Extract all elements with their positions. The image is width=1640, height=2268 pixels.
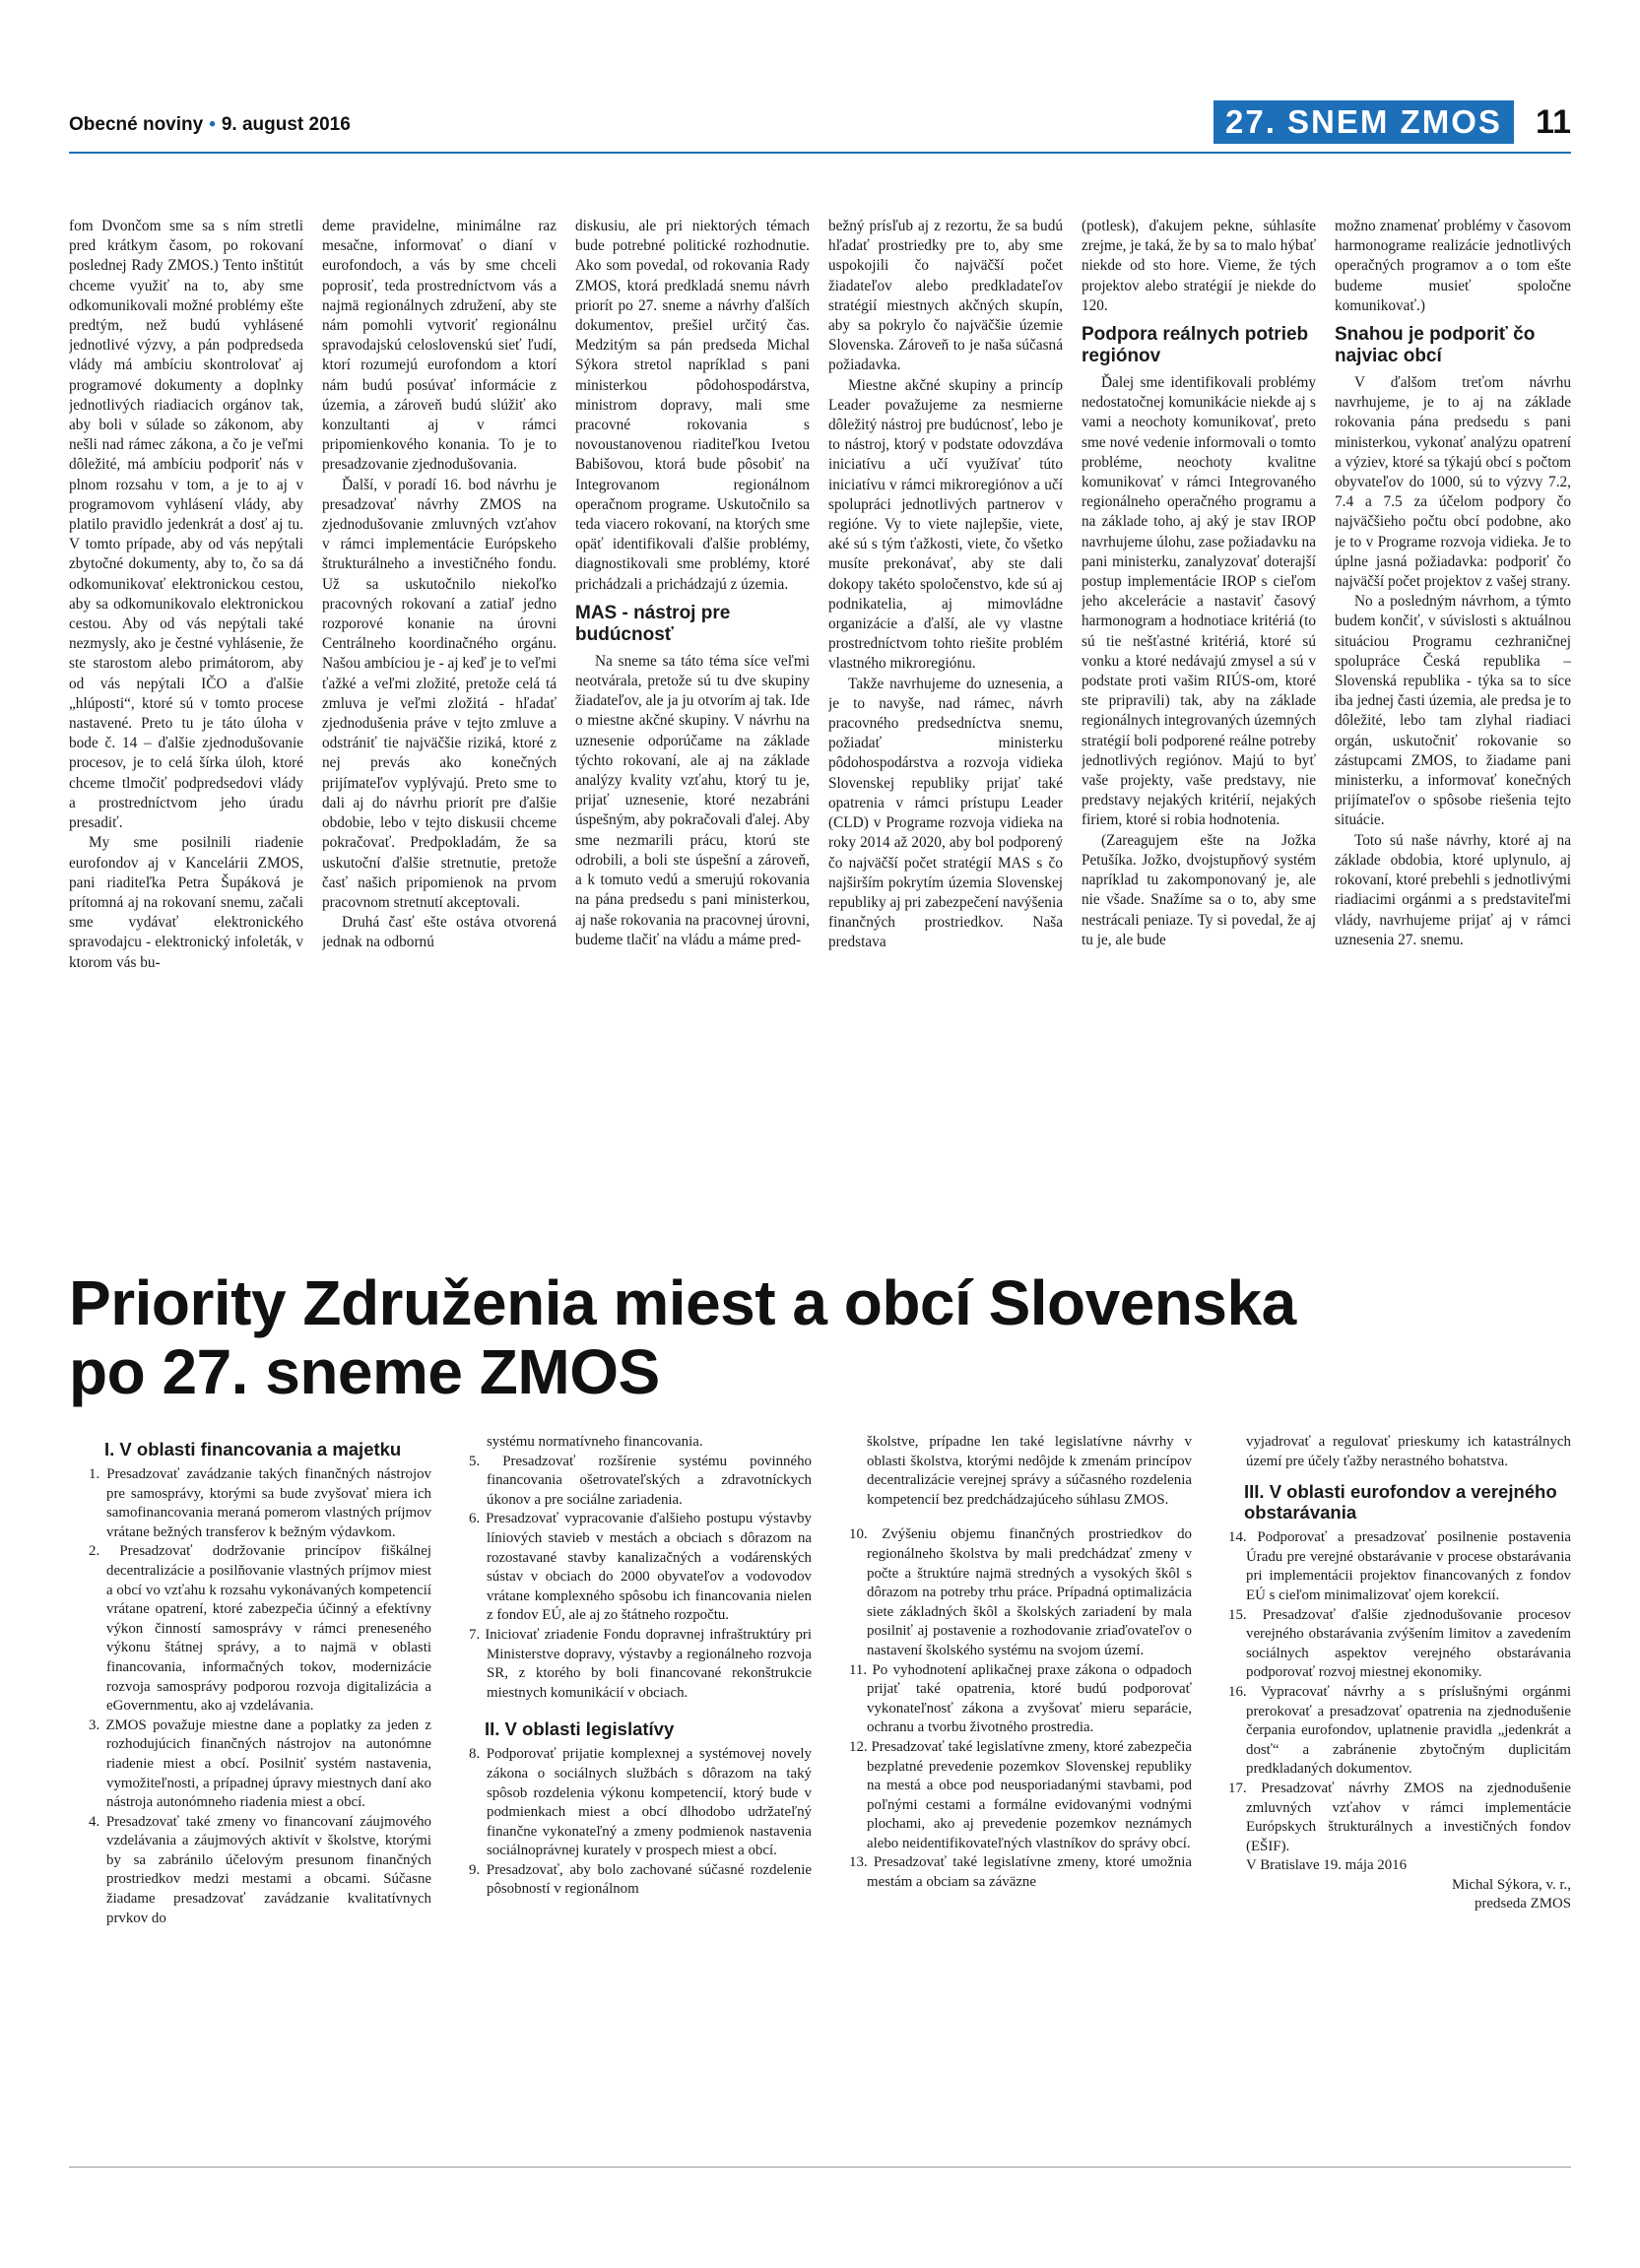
priority-item: 1. Presadzovať zavádzanie takých finančných nástrojov pre samosprávy, ktorými sa bude zvyšovať miera ich samofinancovania meraná pomerom vlastných príjmov vrátane bežných transferov k bežným výdavkom. — [89, 1466, 431, 1540]
paragraph: fom Dvončom sme sa s ním stretli pred krátkym časom, po rokovaní poslednej Rady ZMOS.) Tento inštitút chceme využiť na to, aby sme odkomunikovali možné problémy ešte predtým, než budú vyhlásené jednotlivé výzvy, a pán podpredseda vlády má ambíciu skontrolovať aj programové dokumenty a doplnky jednotlivých riadiacich orgánov tak, aby boli v súlade so zákonom, aby nešli nad rámec zákona, a čo je veľmi dôležité, má ambíciu podporiť nás v plnom rozsahu v tom, a je to aj v programovom vyhlásení vlády, aby platilo pravidlo jedenkrát a dosť aj tu. V tomto prípade, aby od vás nepýtali zbytočné dokumenty, aby to, čo sa dá odkomunikovať elektronickou cestou, aby sa odkomunikovalo elektronickou cestou. Aby od vás nepýtali také nezmysly, ako je čestné vyhlásenie, že ste starostom alebo primátorom, aby od vás nepýtali IČO a ďalšie „hlúposti“, ktoré sú v tomto procese nastavené. Preto tu je táto úloha v bode č. 14 – ďalšie zjednodušovanie procesov, je to celá šírka úloh, ktoré chceme tlmočiť podpredsedovi vlády a prostredníctvom jeho úradu presadiť. — [69, 218, 303, 832]
paragraph: No a posledným návrhom, a týmto budem končiť, v súvislosti s aktuálnou situáciou Programu cezhraničnej spolupráce Česká republika – Slovenská republika - týka sa to síce iba jednej časti územia, ale predsa je to dôležité, lebo tam zlyhal riadiaci orgán, uskutočniť rokovanie so zástupcami ZMOS, to žiadame pani ministerku, a informovať konečných prijímateľov o spôsobe riešenia tejto situácie. — [1335, 593, 1571, 829]
priorities-list — [69, 1433, 1571, 2171]
page-header — [69, 100, 1571, 146]
paragraph: Takže navrhujeme do uznesenia, a je to navyše, nad rámec, návrh pracovného predsedníctva snemu, požiadať ministerku pôdohospodárstva a rozvoja vidieka Slovenskej republiky prijať také opatrenia v rámci prístupu Leader (CLD) v Programe rozvoja vidieka na roky 2014 až 2020, aby bol podporený čo najväčší počet stratégií MAS s čo najširším pokrytím územia Slovenskej republiky aj pri zabezpečení navýšenia finančných prostriedkov. Naša predstava — [828, 675, 1063, 951]
paragraph: Toto sú naše návrhy, ktoré aj na základe obdobia, ktoré uplynulo, aj rokovaní, ktoré prebehli s jednotlivými riadiacimi orgánmi a s predstaviteľmi vlády, navrhujeme prijať aj v rámci uznesenia 27. snemu. — [1335, 831, 1571, 948]
paragraph: V ďalšom treťom návrhu navrhujeme, je to aj na základe rokovania pána predsedu s pani ministerkou, vykonať analýzu opatrení a výziev, ktoré sa týkajú obcí s počtom obyvateľov do 1000, sú to výzvy 7.2, 7.4 a 7.5 za účelom podpory čo najväčšieho počtu obcí podobne, ako je to v Programe rozvoja vidieka. Je to úplne jasná požiadavka: podporiť čo najväčší počet projektov z vašej strany. — [1335, 374, 1571, 591]
article-column-2 — [322, 217, 557, 1249]
separator-dot: • — [209, 114, 216, 135]
priority-item: 7. Iniciovať zriadenie Fondu dopravnej infraštruktúry pri Ministerstve dopravy, výstavby a regionálneho rozvoja SR, z ktorého by boli financované rekonštrukcie miestnych komunikácií v obciach. — [469, 1626, 812, 1701]
article-column-4 — [828, 217, 1063, 1249]
priorities-column-3 — [829, 1433, 1192, 2171]
signature-name: Michal Sýkora, v. r., — [1451, 1876, 1571, 1893]
paragraph: (Zareagujem ešte na Jožka Petušíka. Jožko, dvojstupňový systém napríklad tu zakomponovaný je, ale nie všade. Snažíme sa o to, aby sme nestrácali peniaze. Ty si povedal, že aj tu je, ale bude — [1082, 831, 1316, 948]
priorities-column-1 — [69, 1433, 431, 2171]
priority-item: 3. ZMOS považuje miestne dane a poplatky za jeden z rozhodujúcich finančných nástrojov na autonómne riadenie miest a obcí. Posilniť systém nastavenia, vymožiteľnosti, a prípadnej úpravy miestnych daní ako nástroja autonómneho riadenia miest a obcí. — [89, 1717, 431, 1811]
speech-article — [69, 217, 1571, 1249]
header-rule — [69, 152, 1571, 154]
priorities-column-4 — [1209, 1433, 1571, 2171]
subheading: MAS - nástroj pre budúcnosť — [575, 602, 731, 645]
article-column-3 — [575, 217, 810, 1249]
priority-item: 4. Presadzovať také zmeny vo financovaní záujmového vzdelávania a záujmových aktivít v školstve, ktorými by sa zabránilo účelovým presunom finančných prostriedkov medzi mestami a obcami. Súčasne žiadame presadzovať zavádzanie kvalitatívnych prvkov do — [89, 1813, 431, 1926]
priority-item: 14. Podporovať a presadzovať posilnenie postavenia Úradu pre verejné obstarávanie v procese obstarávania pri implementácii projektov financovaných z fondov EÚ s cieľom minimalizovať ojem korekcií. — [1228, 1529, 1571, 1603]
paragraph: Druhá časť ešte ostáva otvorená jednak na odbornú — [322, 914, 557, 951]
headline-line-1: Priority Združenia miest a obcí Slovenska — [69, 1267, 1296, 1338]
article-column-1 — [69, 217, 303, 1249]
subheading: Podpora reálnych potrieb regiónov — [1082, 324, 1309, 367]
paragraph: Ďalší, v poradí 16. bod návrhu je presadzovať návrhy ZMOS na zjednodušovanie zmluvných vzťahov v rámci implementácie Európskeho štrukturálneho a investičného fondu. Už sa uskutočnilo niekoľko pracovných rokovaní a zatiaľ jedno rozporové konanie na úrovni Centrálneho koordinačného orgánu. Našou ambíciou je - aj keď je to veľmi ťažké a veľmi zložité, pretože celá tá zmluva je veľmi zložitá - hľadať zjednodušenia práve v tejto zmluve a odstrániť tie najväčšie riziká, ktoré z nej prevás ako konečných prijímateľov vyplývajú. Preto sme to dali aj do návrhu priorít pre ďalšie obdobie, lebo v tejto diskusii chceme pokračovať. Predpokladám, že sa uskutoční ďalšie stretnutie, pretože časť našich pripomienok na prvom pracovnom stretnutí akceptovali. — [322, 476, 557, 911]
paragraph: My sme posilnili riadenie eurofondov aj v Kancelárii ZMOS, pani riaditeľka Petra Šupáková je prítomná aj na rokovaní snemu, začali sme vydávať elektronického spravodajcu - elektronický infoleták, v ktorom vás bu- — [69, 834, 303, 971]
signature-role: predseda ZMOS — [1474, 1896, 1571, 1912]
priority-item-continued: vyjadrovať a regulovať prieskumy ich katastrálnych území pre účely ťažby nerastného bohatstva. — [1246, 1434, 1571, 1469]
subheading: Snahou je podporiť čo najviac obcí — [1335, 324, 1536, 367]
paragraph: diskusiu, ale pri niektorých témach bude potrebné politické rozhodnutie. Ako som povedal, od rokovania Rady ZMOS, ktorá predkladá snemu návrh priorít po 27. sneme a návrhy ďalších dokumentov, prešiel určitý čas. Medzitým sa pán predseda Michal Sýkora stretol napríklad s pani ministerkou pôdohospodárstva, ministrom dopravy, mali sme pracovné rokovania s novoustanovenou riaditeľkou Ivetou Babišovou, ktorá bude pôsobiť na Integrovanom regionálnom operačnom programe. Uskutočnilo sa teda viacero rokovaní, na ktorých sme opäť identifikovali ďalšie problémy, diagnostikovali sme problémy, ktoré prichádzali a prichádzajú z územia. — [575, 218, 810, 593]
place-date: V Bratislave 19. mája 2016 — [1246, 1857, 1408, 1874]
main-headline — [69, 1268, 1571, 1406]
paragraph: Ďalej sme identifikovali problémy nedostatočnej komunikácie niekde aj s vami a neochoty komunikovať, preto sme nové vedenie informovali o tomto probléme, neochoty kvalitne komunikovať v rámci Integrovaného regionálneho operačného programu a na základe toho, aj aký je stav IROP navrhujeme úlohu, zase požiadavku na pani ministerku, zanalyzovať doterajší postup implementácie IROP s cieľom jeho akcelerácie a nastaviť časový harmonogram a hodnotiace kritériá (to sú tie nešťastné kritériá, ktoré sú vonku a ktoré nedávajú zmysel a sú v podstate proti vašim RIÚS-om, ktoré ste pripravili) tak, aby na základe regionálnych integrovaných územných stratégií boli podporené reálne potreby jednotlivých regiónov. Majú to byť vaše projekty, vaše predstavy, nie predstavy nejakých kritérií, nejakých firiem, ktoré si robia hodnotenia. — [1082, 374, 1316, 829]
priority-item: 8. Podporovať prijatie komplexnej a systémovej novely zákona o sociálnych službách s dôrazom na taký spôsob rozdelenia výkonu kompetencií, ktorý bude v podmienkach miest a obcí dlhodobo udržateľný finančne vykonateľný a zmeny podmienok nastavenia sociálnoprávnej kurately v prospech miest a obcí. — [469, 1746, 812, 1859]
paragraph: bežný prísľub aj z rezortu, že sa budú hľadať prostriedky pre to, aby sme uspokojili čo najväčší počet žiadateľov alebo predkladateľov stratégií miestnych akčných skupín, aby sa pokrylo čo najväčšie územie Slovenska. Zároveň to je naša súčasná požiadavka. — [828, 218, 1063, 374]
section-heading: II. V oblasti legislatívy — [485, 1718, 675, 1740]
priority-item: 13. Presadzovať také legislatívne zmeny, ktoré umožnia mestám a obciam sa záväzne — [849, 1854, 1192, 1891]
article-column-5 — [1082, 217, 1316, 1249]
paper-name: Obecné noviny — [69, 114, 204, 135]
headline-line-2: po 27. sneme ZMOS — [69, 1336, 660, 1407]
priority-item: 2. Presadzovať dodržovanie princípov fiškálnej decentralizácie a posilňovanie vlastných príjmov miest a obcí vo vzťahu k rozsahu vykonávaných kompetencií vrátane opatrení, ktoré zabezpečia účinný a efektívny výkon činností samosprávy v rámci preneseného výkonu štátnej správy, a to najmä v oblasti financovania, informačných tokov, modernizácie rozvoja samosprávy podporou rozvoja digitalizácia a eGovernmentu, ako aj vzdelávania. — [89, 1543, 431, 1715]
paragraph: deme pravidelne, minimálne raz mesačne, informovať o dianí v eurofondoch, a vás by sme chceli poprosiť, teda prostredníctvom vás a najmä regionálnych združení, aby ste nám pomohli vytvoriť regionálnu spravodajskú celoslovenskú sieť ľudí, ktorí rozumejú eurofondom a ktorí nám budú posúvať informácie z územia, a zároveň budú slúžiť ako konzultanti aj v rámci pripomienkového konania. To je to presadzovanie zjednodušovania. — [322, 218, 557, 474]
article-column-6 — [1335, 217, 1571, 1249]
priority-item: 6. Presadzovať vypracovanie ďalšieho postupu výstavby líniových stavieb v mestách a obciach s dôrazom na rozostavané stavby kanalizačných a vodárenských sústav v obciach do 2000 obyvateľov a vodovodov vrátane komplexného spôsobu ich financovania nielen z fondov EÚ, ale aj zo štátneho rozpočtu. — [469, 1511, 812, 1624]
priority-item-continued: systému normatívneho financovania. — [487, 1434, 703, 1450]
priority-item: 10. Zvýšeniu objemu finančných prostriedkov do regionálneho školstva by mali predchádzať zmeny v počte a štruktúre najmä stredných a vysokých škôl s dôrazom na potreby trhu práce. Prípadná optimalizácia siete základných škôl a školských zariadení by mala posilniť aj postavenie a rozhodovanie zriaďovateľov o nastavení školského systému na svojom území. — [849, 1526, 1192, 1658]
priority-item: 11. Po vyhodnotení aplikačnej praxe zákona o odpadoch prijať také opatrenia, ktoré budú podporovať vykonateľnosť zákona a zvyšovať mieru separácie, ochranu a tvorbu životného prostredia. — [849, 1661, 1192, 1736]
section-heading: I. V oblasti financovania a majetku — [104, 1439, 402, 1459]
paragraph: Na sneme sa táto téma síce veľmi neotvárala, pretože sú tu dve skupiny žiadateľov, ale ja ju otvorím aj tak. Ide o miestne akčné skupiny. V návrhu na uznesenie odporúčame na základe týchto rokovaní, ale aj na základe analýzy kvality vzťahu, ktorý tu je, prijať uznesenie, ktoré nezabráni úspešným, aby pokračovali ďalej. Aby sme nezmarili prácu, ktorú ste odrobili, a boli ste úspešní a zároveň, a k tomuto vedú a smerujú rokovania na pána predsedu s pani ministerkou, aj naše rokovania na pracovnej úrovni, budeme tlačiť na vládu a máme pred- — [575, 652, 810, 948]
paragraph: Miestne akčné skupiny a princíp Leader považujeme za nesmierne dôležitý nástroj pre budúcnosť, lebo je to nástroj, ktorý v podstate odovzdáva iniciatívu a učí využívať túto iniciatívu v rámci mikroregiónov a učí spolupráci jednotlivých partnerov v regióne. Vy to viete najlepšie, viete, aké sú s tým ťažkosti, viete, čo všetko musíte prekonávať, aby ste dali dokopy takéto spoločenstvo, kde sú aj podnikatelia, aj mimovládne organizácie a ďalší, ale vy vlastne prostredníctvom tohto riešite problém vlastného mikroregiónu. — [828, 376, 1063, 673]
priority-item-continued: školstve, prípadne len také legislatívne návrhy v oblasti školstva, ktorými nedôjde k zmenám princípov decentralizácie verejnej správy a súčasného rozdelenia kompetencií bez predchádzajúceho súhlasu ZMOS. — [867, 1434, 1192, 1508]
section-heading: III. V oblasti eurofondov a verejného obstarávania — [1244, 1481, 1557, 1523]
section-badge: 27. SNEM ZMOS — [1214, 100, 1514, 144]
priority-item: 12. Presadzovať také legislatívne zmeny, ktoré zabezpečia bezplatné prevedenie pozemkov Slovenskej republiky na mestá a obce pod neusporiadanými stavbami, pod poľnými cestami a formálne evidovanými vodnými plochami, ako aj prevedenie pozemkov neznámych alebo neidentifikovateľných vlastníkov do správy obcí. — [849, 1738, 1192, 1851]
masthead — [69, 114, 351, 136]
priority-item: 15. Presadzovať ďalšie zjednodušovanie procesov verejného obstarávania zvýšením limitov a zavedením sociálnych aspektov verejného obstarávania podporovať rozvoj miestnej ekonomiky. — [1228, 1606, 1571, 1681]
issue-date: 9. august 2016 — [221, 114, 351, 135]
paragraph: možno znamenať problémy v časovom harmonograme realizácie jednotlivých operačných programov a o tom ešte budeme musieť spoločne komunikovať.) — [1335, 218, 1571, 314]
footer-rule — [69, 2167, 1571, 2168]
priority-item: 17. Presadzovať návrhy ZMOS na zjednodušenie zmluvných vzťahov v rámci implementácie Európskych štrukturálnych a investičných fondov (EŠIF). — [1228, 1780, 1571, 1854]
paragraph: (potlesk), ďakujem pekne, súhlasíte zrejme, je taká, že by sa to malo hýbať niekde od sto hore. Vieme, že tých projektov alebo stratégií je niekde do 120. — [1082, 218, 1316, 314]
priorities-column-2 — [449, 1433, 812, 2171]
priority-item: 5. Presadzovať rozšírenie systému povinného financovania ošetrovateľských a zdravotníckych úkonov a pre sociálne zariadenia. — [469, 1453, 812, 1508]
priority-item: 16. Vypracovať návrhy a s príslušnými orgánmi prerokovať a presadzovať opatrenia na zjednodušenie čerpania eurofondov, uplatnenie pravidla „jedenkrát a dosť“ a zabránenie zbytočným duplicitám predkladaných dokumentov. — [1228, 1683, 1571, 1778]
page-number: 11 — [1536, 103, 1571, 141]
priority-item: 9. Presadzovať, aby bolo zachované súčasné rozdelenie pôsobností v regionálnom — [469, 1861, 812, 1898]
